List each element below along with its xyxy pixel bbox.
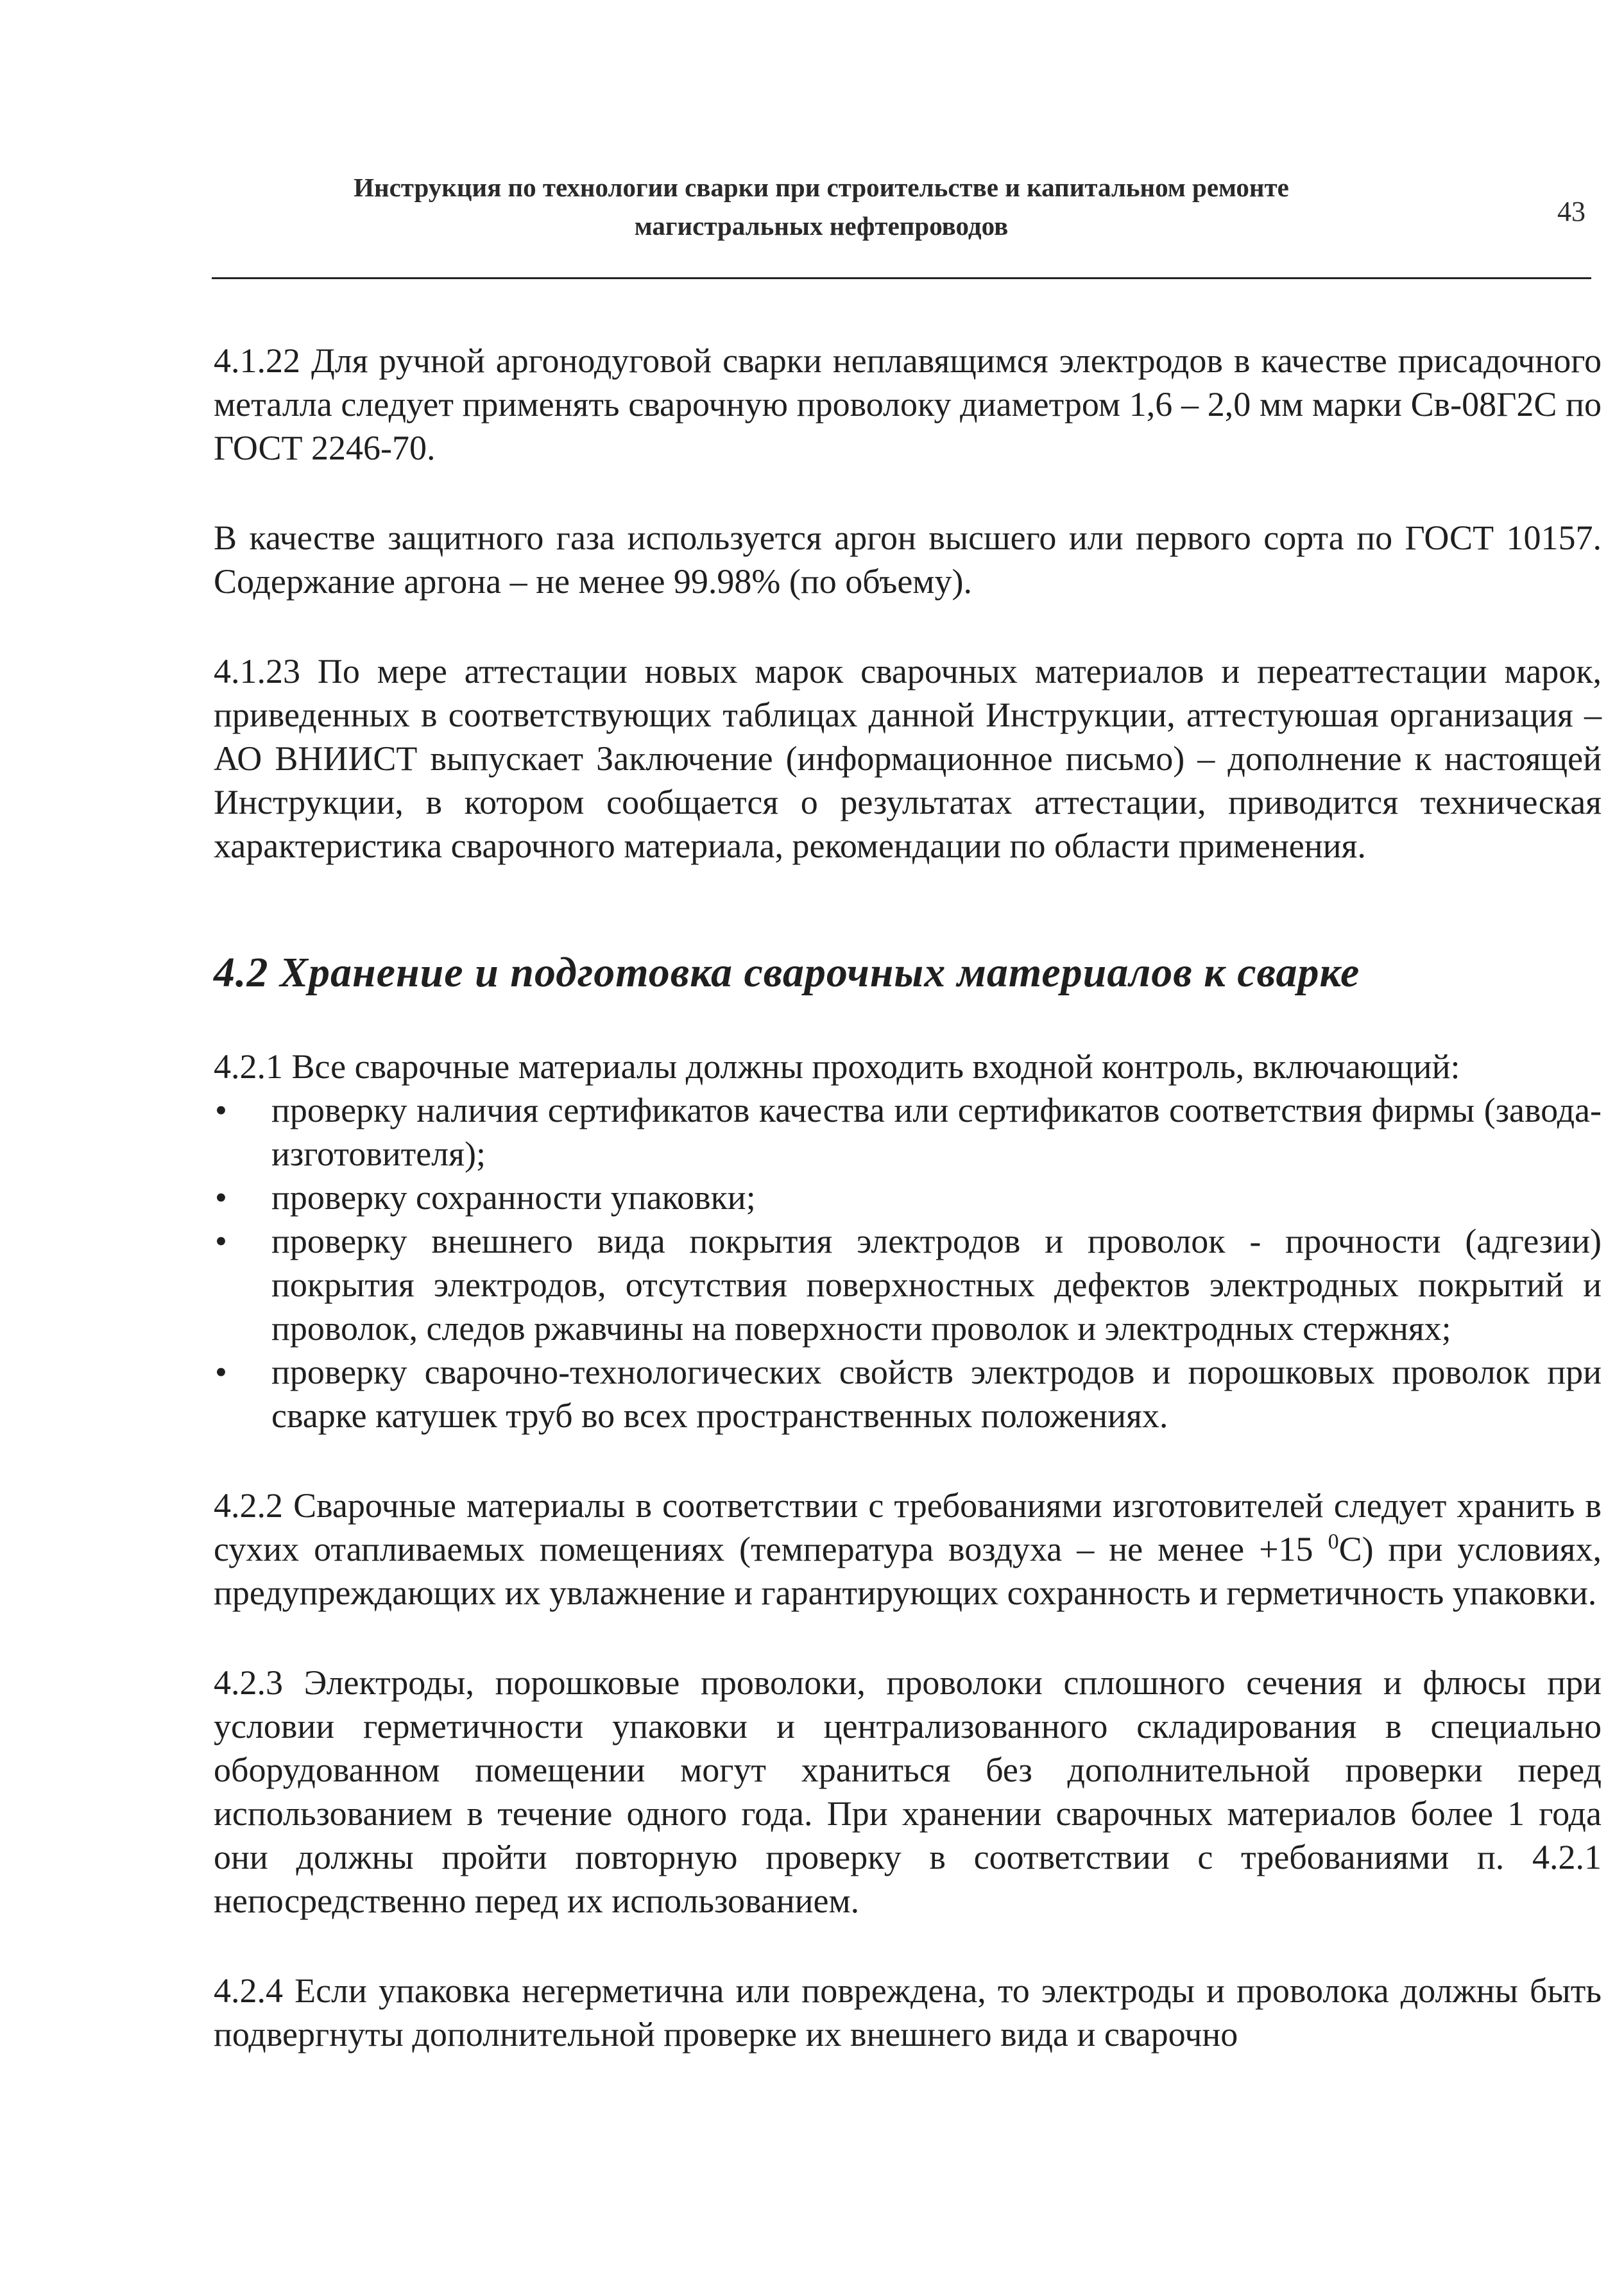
list-item: • проверку сварочно-технологических свойств электродов и порошковых проволок при сварке катушек труб во всех пространственных положениях.: [214, 1350, 1602, 1437]
paragraph-4-2-4: 4.2.4 Если упаковка негерметична или повреждена, то электроды и проволока должны быть подвергнуты дополнительной проверке их внешнего вида и сварочно: [214, 1971, 1602, 2054]
page-number: 43: [1557, 196, 1586, 227]
paragraph-4-2-2-text: 4.2.2 Сварочные материалы в соответствии с требованиями изготовителей следует хранить в сухих отапливаемых помещениях (температура воздуха – не менее +15: [214, 1486, 1602, 1568]
paragraph-4-1-22: 4.1.22 Для ручной аргонодуговой сварки неплавящимся электродов в качестве присадочного металла следует применять сварочную проволоку диаметром 1,6 – 2,0 мм марки Св-08Г2С по ГОСТ 2246-70.: [214, 341, 1602, 467]
paragraph-4-2-2-text-end: С) при условиях, предупреждающих их увлажнение и гарантирующих сохранность и герметичность упаковки.: [214, 1530, 1602, 1612]
header-line-1: Инструкция по технологии сварки при строительстве и капитальном ремонте: [354, 173, 1289, 202]
paragraph-4-1-23: 4.1.23 По мере аттестации новых марок сварочных материалов и переаттестации марок, приведенных в соответствующих таблицах данной Инструкции, аттестуюшая организация – АО ВНИИСТ выпускает Заключение (информационное письмо) – дополнение к настоящей Инструкции, в котором сообщается о результатах аттестации, приводится техническая характеристика сварочного материала, рекомендации по области применения.: [214, 652, 1602, 865]
header-rule: [212, 277, 1591, 279]
list-item: • проверку внешнего вида покрытия электродов и проволок - прочности (адгезии) покрытия электродов, отсутствия поверхностных дефектов электродных покрытий и проволок, следов ржавчины на поверхности проволок и электродных стержнях;: [214, 1219, 1602, 1350]
paragraph-4-2-3: 4.2.3 Электроды, порошковые проволоки, проволоки сплошного сечения и флюсы при условии герметичности упаковки и централизованного складирования в специально оборудованном помещении могут храниться без дополнительной проверки перед использованием в течение одного года. При хранении сварочных материалов более 1 года они должны пройти повторную проверку в соответствии с требованиями п. 4.2.1 непосредственно перед их использованием.: [214, 1663, 1602, 1920]
document-body: [214, 339, 1602, 2056]
list-item: • проверку сохранности упаковки;: [214, 1176, 1602, 1219]
list-item: • проверку наличия сертификатов качества или сертификатов соответствия фирмы (завода-изготовителя);: [214, 1088, 1602, 1176]
running-header: [244, 168, 1399, 245]
degree-mark: 0: [1328, 1530, 1339, 1554]
header-line-2: магистральных нефтепроводов: [634, 211, 1009, 241]
paragraph-argon: В качестве защитного газа используется аргон высшего или первого сорта по ГОСТ 10157. Содержание аргона – не менее 99.98% (по объему).: [214, 519, 1602, 601]
paragraph-4-2-1: 4.2.1 Все сварочные материалы должны проходить входной контроль, включающий:: [214, 1047, 1460, 1086]
paragraph-4-2-2: [214, 1484, 1602, 1615]
section-heading-4-2: 4.2 Хранение и подготовка сварочных материалов к сварке: [214, 949, 1360, 996]
inspection-list: [214, 1088, 1602, 1437]
